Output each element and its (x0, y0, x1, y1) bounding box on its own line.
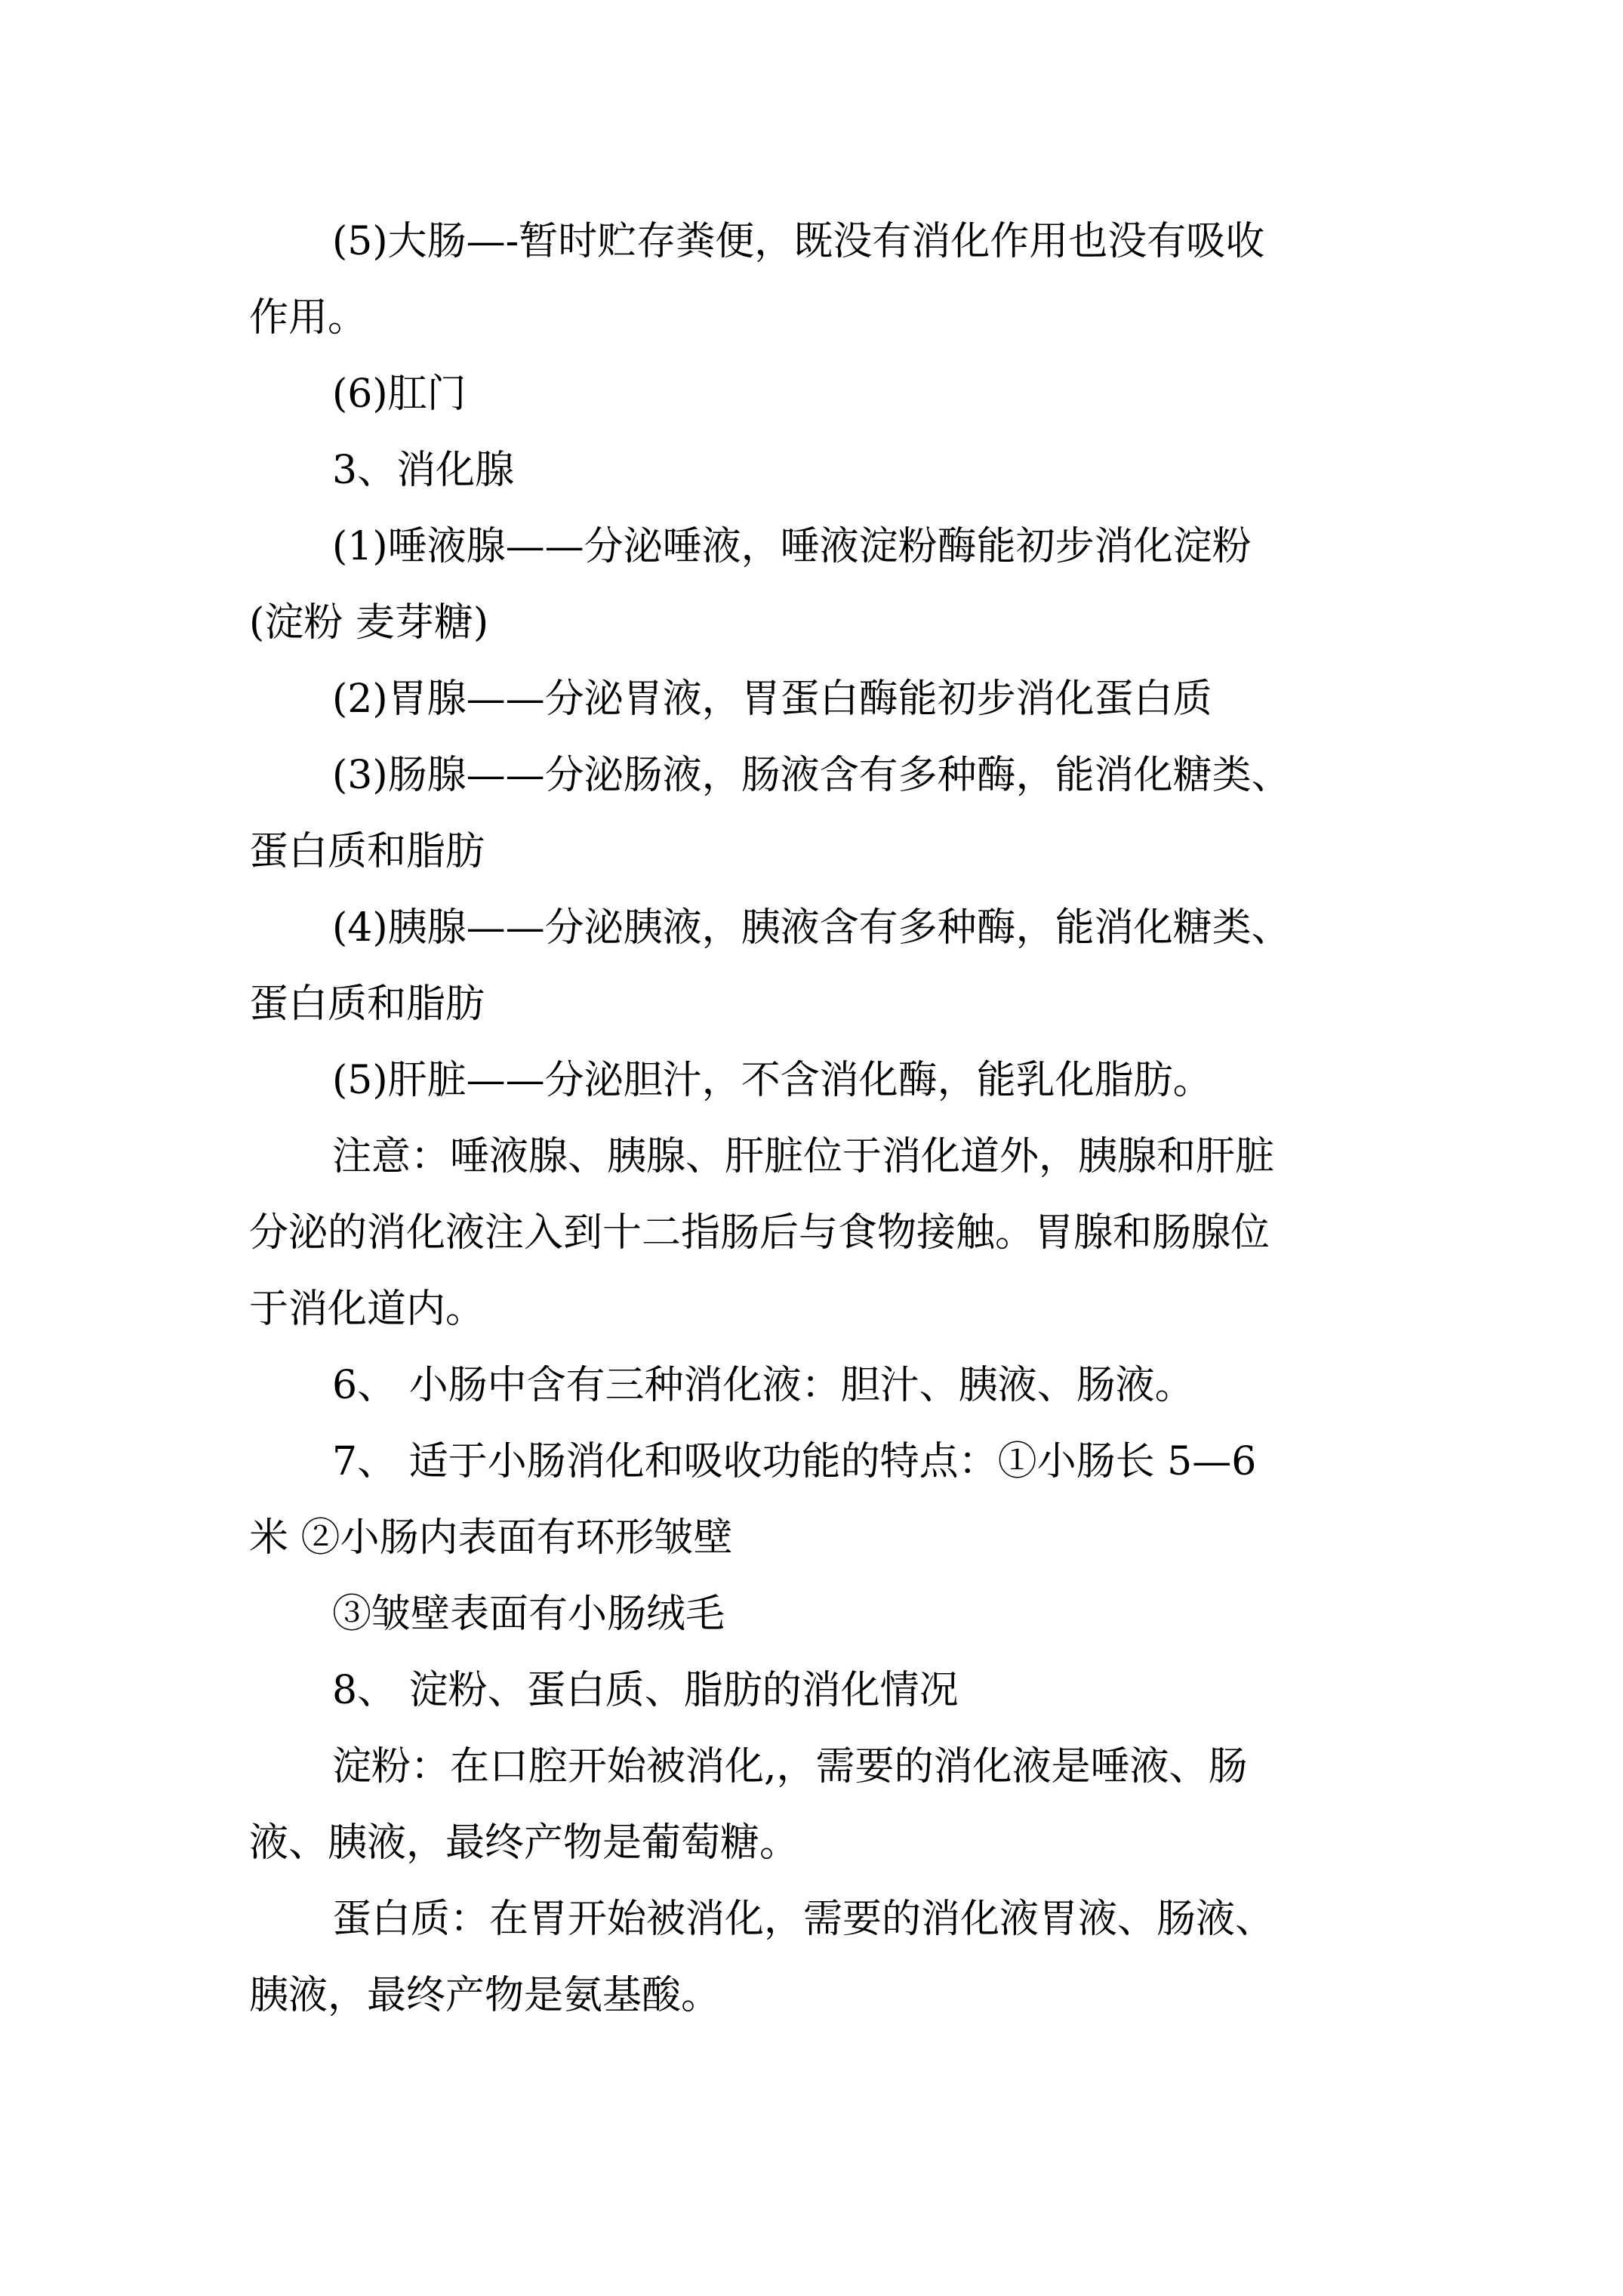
text-line-note-cont-2: 于消化道内。 (249, 1287, 485, 1332)
text-line-intestinal-gland: (3)肠腺——分泌肠液，肠液含有多种酶，能消化糖类、 (332, 753, 1291, 798)
document-body (249, 204, 1397, 2034)
text-line-note: 注意：唾液腺、胰腺、肝脏位于消化道外，胰腺和肝脏 (332, 1134, 1275, 1179)
text-line-anus: (6)肛门 (332, 371, 467, 417)
text-line-item-8: 8、 淀粉、蛋白质、脂肪的消化情况 (332, 1668, 959, 1713)
text-line-pancreas-cont: 蛋白质和脂肪 (249, 982, 485, 1027)
text-line-item-7-cont: 米 ②小肠内表面有环形皱壁 (249, 1515, 733, 1561)
text-line-liver: (5)肝脏——分泌胆汁，不含消化酶，能乳化脂肪。 (332, 1058, 1212, 1103)
text-line-note-cont-1: 分泌的消化液注入到十二指肠后与食物接触。胃腺和肠腺位 (249, 1210, 1270, 1256)
section-heading-digestive-glands: 3、消化腺 (332, 448, 515, 493)
text-line-salivary-gland-cont: (淀粉 麦芽糖) (249, 600, 489, 646)
text-line-protein: 蛋白质：在胃开始被消化，需要的消化液胃液、肠液、 (332, 1897, 1275, 1942)
text-line-large-intestine-cont: 作用。 (249, 295, 368, 341)
text-line-large-intestine: (5)大肠—-暂时贮存粪便，既没有消化作用也没有吸收 (332, 219, 1265, 264)
text-line-salivary-gland: (1)唾液腺——分泌唾液，唾液淀粉酶能初步消化淀粉 (332, 524, 1252, 569)
text-line-intestinal-gland-cont: 蛋白质和脂肪 (249, 829, 485, 874)
text-line-item-7-point-3: ③皱壁表面有小肠绒毛 (332, 1592, 725, 1637)
text-line-item-7: 7、 适于小肠消化和吸收功能的特点：①小肠长 5—6 (332, 1439, 1257, 1484)
text-line-protein-cont: 胰液，最终产物是氨基酸。 (249, 1973, 721, 2018)
text-line-gastric-gland: (2)胃腺——分泌胃液，胃蛋白酶能初步消化蛋白质 (332, 676, 1212, 722)
text-line-starch: 淀粉：在口腔开始被消化,，需要的消化液是唾液、肠 (332, 1744, 1248, 1789)
text-line-item-6: 6、 小肠中含有三种消化液：胆汁、胰液、肠液。 (332, 1363, 1194, 1408)
text-line-starch-cont: 液、胰液，最终产物是葡萄糖。 (249, 1820, 799, 1866)
text-line-pancreas: (4)胰腺——分泌胰液，胰液含有多种酶，能消化糖类、 (332, 905, 1291, 951)
